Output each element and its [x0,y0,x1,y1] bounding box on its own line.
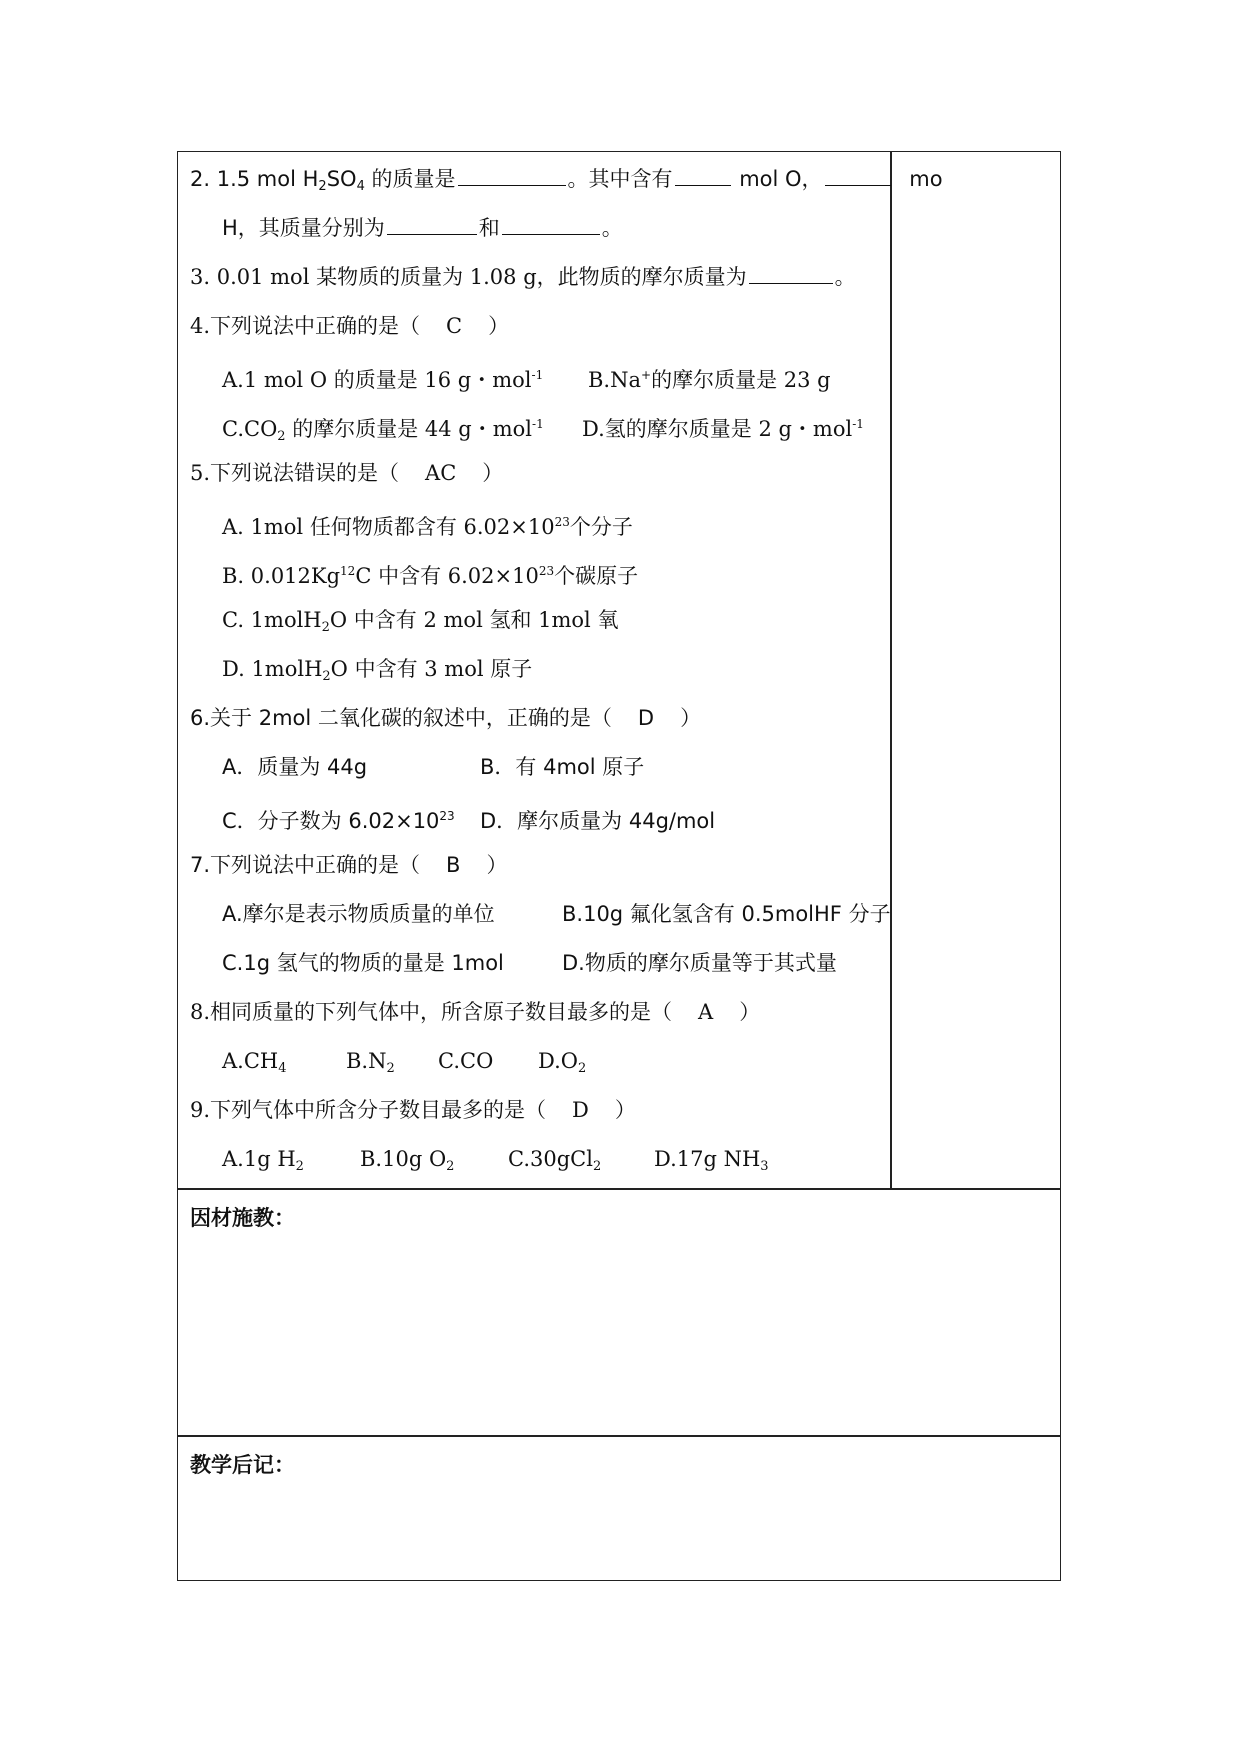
option-c: C.30gCl$_2$ [508,1147,602,1174]
option-a: A．质量为 44g [222,755,368,779]
answer-blank[interactable] [675,167,731,186]
option-a: A.1g $H_2$ [222,1147,304,1174]
answer-blank[interactable] [825,167,891,186]
option-c: C.CO [438,1049,494,1073]
question-6-stem: 6.关于 2mol 二氧化碳的叙述中，正确的是（ D ） [190,706,702,730]
answer-blank[interactable] [387,216,477,235]
question-2-line-2: H，其质量分别为 和 。 [222,216,623,240]
question-6-options-cd [222,803,715,834]
question-9-stem: 9.下列气体中所含分子数目最多的是（ D ） [190,1098,636,1122]
question-5-stem: 5.下列说法错误的是（ AC ） [190,461,504,485]
answer-letter: D [637,706,655,730]
option-c: $C.CO_2$ 的摩尔质量是 44 g・mol$^{-1}$ [222,417,544,444]
teaching-adaptation-heading: 因材施教： [190,1206,295,1230]
question-5-option-c: C. 1molH$_2$O 中含有 2 mol 氢和 1mol 氧 [222,608,619,635]
answer-letter: A [698,1000,714,1024]
question-7-options-ab [222,901,891,927]
question-4-options-cd [222,411,864,450]
option-d: $D.O_2$ [538,1049,587,1076]
option-d: D.氢的摩尔质量是 2 g・mol$^{-1}$ [582,417,864,441]
option-d: D．摩尔质量为 44g/mol [480,809,716,833]
option-a: A.摩尔是表示物质质量的单位 [222,902,495,926]
lesson-table [177,151,1061,1581]
option-b: B.Na+的摩尔质量是 23 g [588,368,831,392]
teaching-postscript-heading: 教学后记： [190,1453,295,1477]
question-8-stem: 8.相同质量的下列气体中，所含原子数目最多的是（ A ） [190,1000,761,1024]
question-5-option-a: A. 1mol 任何物质都含有 $6.02\times 10^{23}$个分子 [222,515,633,539]
question-4-stem: 4.下列说法中正确的是（ C ） [190,314,510,338]
option-c: C.1g 氢气的物质的量是 1mol [222,951,504,975]
answer-letter: C [446,314,463,338]
exercise-content [178,152,943,1188]
question-4-options-ab [222,362,831,393]
question-5-option-d: D. 1molH$_2$O 中含有 3 mol 原子 [222,657,533,684]
question-6-options-ab [222,754,644,780]
answer-letter: B [446,853,461,877]
row-divider-1 [178,1188,1060,1190]
answer-letter: D [572,1098,589,1122]
question-5-option-b: B. 0.012Kg$^{12}$C 中含有 $6.02\times 10^{23}$个碳原子 [222,564,639,588]
option-b: B.10g 氟化氢含有 0.5molHF 分子 [562,902,891,926]
question-7-options-cd [222,950,837,976]
option-b: $B.N_2$ [346,1049,395,1076]
question-8-options [222,1048,586,1082]
answer-letter: AC [425,461,457,485]
question-7-stem: 7.下列说法中正确的是（ B ） [190,853,508,877]
option-d: D.17g $NH_3$ [654,1147,769,1174]
row-divider-2 [178,1435,1060,1437]
question-2-line-1: 2. 1.5 mol $H_2SO_4$ 的质量是 。其中含有 mol O， mo [190,167,943,194]
option-a: A.1 mol O 的质量是 16 g・mol$^{-1}$ [222,368,544,392]
answer-blank[interactable] [749,265,833,284]
option-d: D.物质的摩尔质量等于其式量 [562,951,837,975]
answer-blank[interactable] [502,216,600,235]
right-column-divider [890,152,892,1188]
option-b: B．有 4mol 原子 [480,755,645,779]
answer-blank[interactable] [458,167,566,186]
option-b: B.10g $O_2$ [360,1147,455,1174]
question-9-options [222,1146,769,1180]
option-a: $A.CH_4$ [222,1049,287,1076]
question-3: 3. 0.01 mol 某物质的质量为 1.08 g，此物质的摩尔质量为 。 [190,265,856,289]
option-c: C．分子数为 $6.02\times 10^{23}$ [222,809,455,833]
